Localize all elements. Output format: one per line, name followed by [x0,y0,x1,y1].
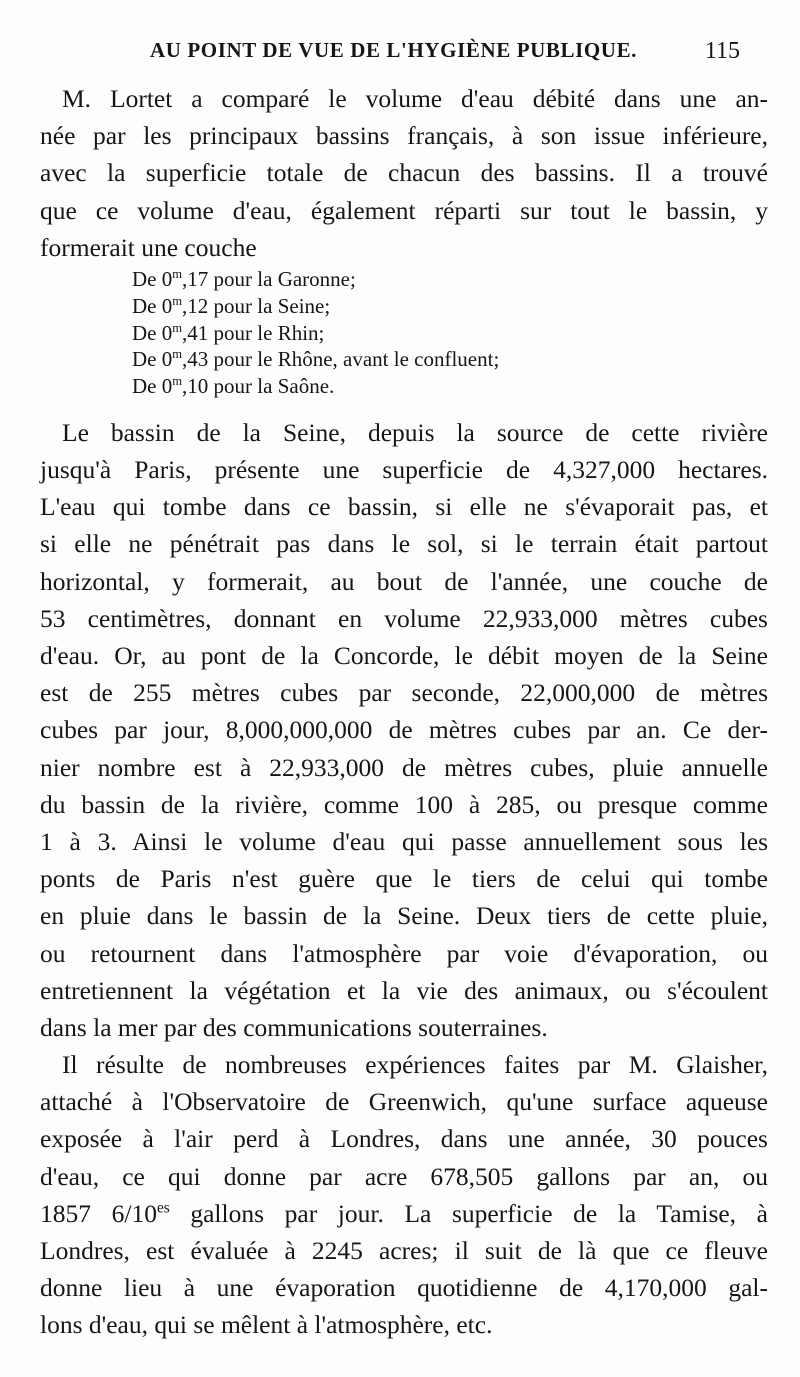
text-line: attaché à l'Observatoire de Greenwich, qu'une surface aqueuse [40,1087,768,1117]
text-line: du bassin de la rivière, comme 100 à 285, ou presque comme [40,789,768,819]
text-line: formerait une couche [40,232,257,262]
text-line: Le bassin de la Seine, depuis la source de cette rivière [62,417,768,447]
text-line: 1857 $6/10^{es}$ gallons par jour. La superficie de la Tamise, à [40,1198,768,1228]
text-line: d'eau. Or, au pont de la Concorde, le débit moyen de la Seine [40,641,768,671]
text-line: d'eau, ce qui donne par acre 678,505 gallons par an, ou [40,1161,768,1191]
text-line: L'eau qui tombe dans ce bassin, si elle ne s'évaporait pas, et [40,492,768,522]
text-line: dans la mer par des communications souterraines. [40,1012,548,1042]
text-line: 1 à 3. Ainsi le volume d'eau qui passe annuellement sous les [40,826,768,856]
paragraph-gap [40,400,768,414]
paragraph-glaisher [40,1046,768,1344]
paragraph-seine [40,414,768,1046]
layer-depth-list [40,266,768,400]
running-title: AU POINT DE VUE DE L'HYGIÈNE PUBLIQUE. [150,38,638,62]
text-line: née par les principaux bassins français, à son issue inférieure, [40,121,768,151]
list-item: De 0$^m$,12 pour la Seine; [132,293,331,318]
list-item: De 0$^m$,41 pour le Rhin; [132,320,325,345]
text-line: est de 255 mètres cubes par seconde, 22,000,000 de mètres [40,678,768,708]
text-line: donne lieu à une évaporation quotidienne de 4,170,000 gal- [40,1273,768,1303]
text-line: cubes par jour, 8,000,000,000 de mètres cubes par an. Ce der- [40,715,768,745]
list-item: De 0$^m$,17 pour la Garonne; [132,266,356,291]
list-item: De 0$^m$,43 pour le Rhône, avant le confluent; [132,347,500,372]
text-line: Londres, est évaluée à 2245 acres; il suit de là que ce fleuve [40,1236,768,1266]
running-head [150,38,750,74]
body-text [40,80,768,1344]
text-line: en pluie dans le bassin de la Seine. Deux tiers de cette pluie, [40,901,768,931]
text-line: jusqu'à Paris, présente une superficie de 4,327,000 hectares. [40,455,768,485]
text-line: nier nombre est à 22,933,000 de mètres cubes, pluie annuelle [40,752,768,782]
paragraph-lortet [40,80,768,266]
text-line: horizontal, y formerait, au bout de l'année, une couche de [40,566,768,596]
text-line: si elle ne pénétrait pas dans le sol, si le terrain était partout [40,529,768,559]
text-line: ou retournent dans l'atmosphère par voie d'évaporation, ou [40,938,768,968]
text-line: que ce volume d'eau, également réparti sur tout le bassin, y [40,195,768,225]
text-line: lons d'eau, qui se mêlent à l'atmosphère, etc. [40,1310,493,1340]
text-line: exposée à l'air perd à Londres, dans une année, 30 pouces [40,1124,768,1154]
page-number: 115 [704,38,740,64]
text-line: ponts de Paris n'est guère que le tiers de celui qui tombe [40,864,768,894]
list-item: De 0$^m$,10 pour la Saône. [132,374,335,399]
text-line: avec la superficie totale de chacun des bassins. Il a trouvé [40,158,768,188]
text-line: M. Lortet a comparé le volume d'eau débité dans une an- [62,84,768,113]
text-line: Il résulte de nombreuses expériences faites par M. Glaisher, [62,1050,768,1080]
text-line: 53 centimètres, donnant en volume 22,933,000 mètres cubes [40,603,768,633]
text-line: entretiennent la végétation et la vie des animaux, ou s'écoulent [40,975,768,1005]
